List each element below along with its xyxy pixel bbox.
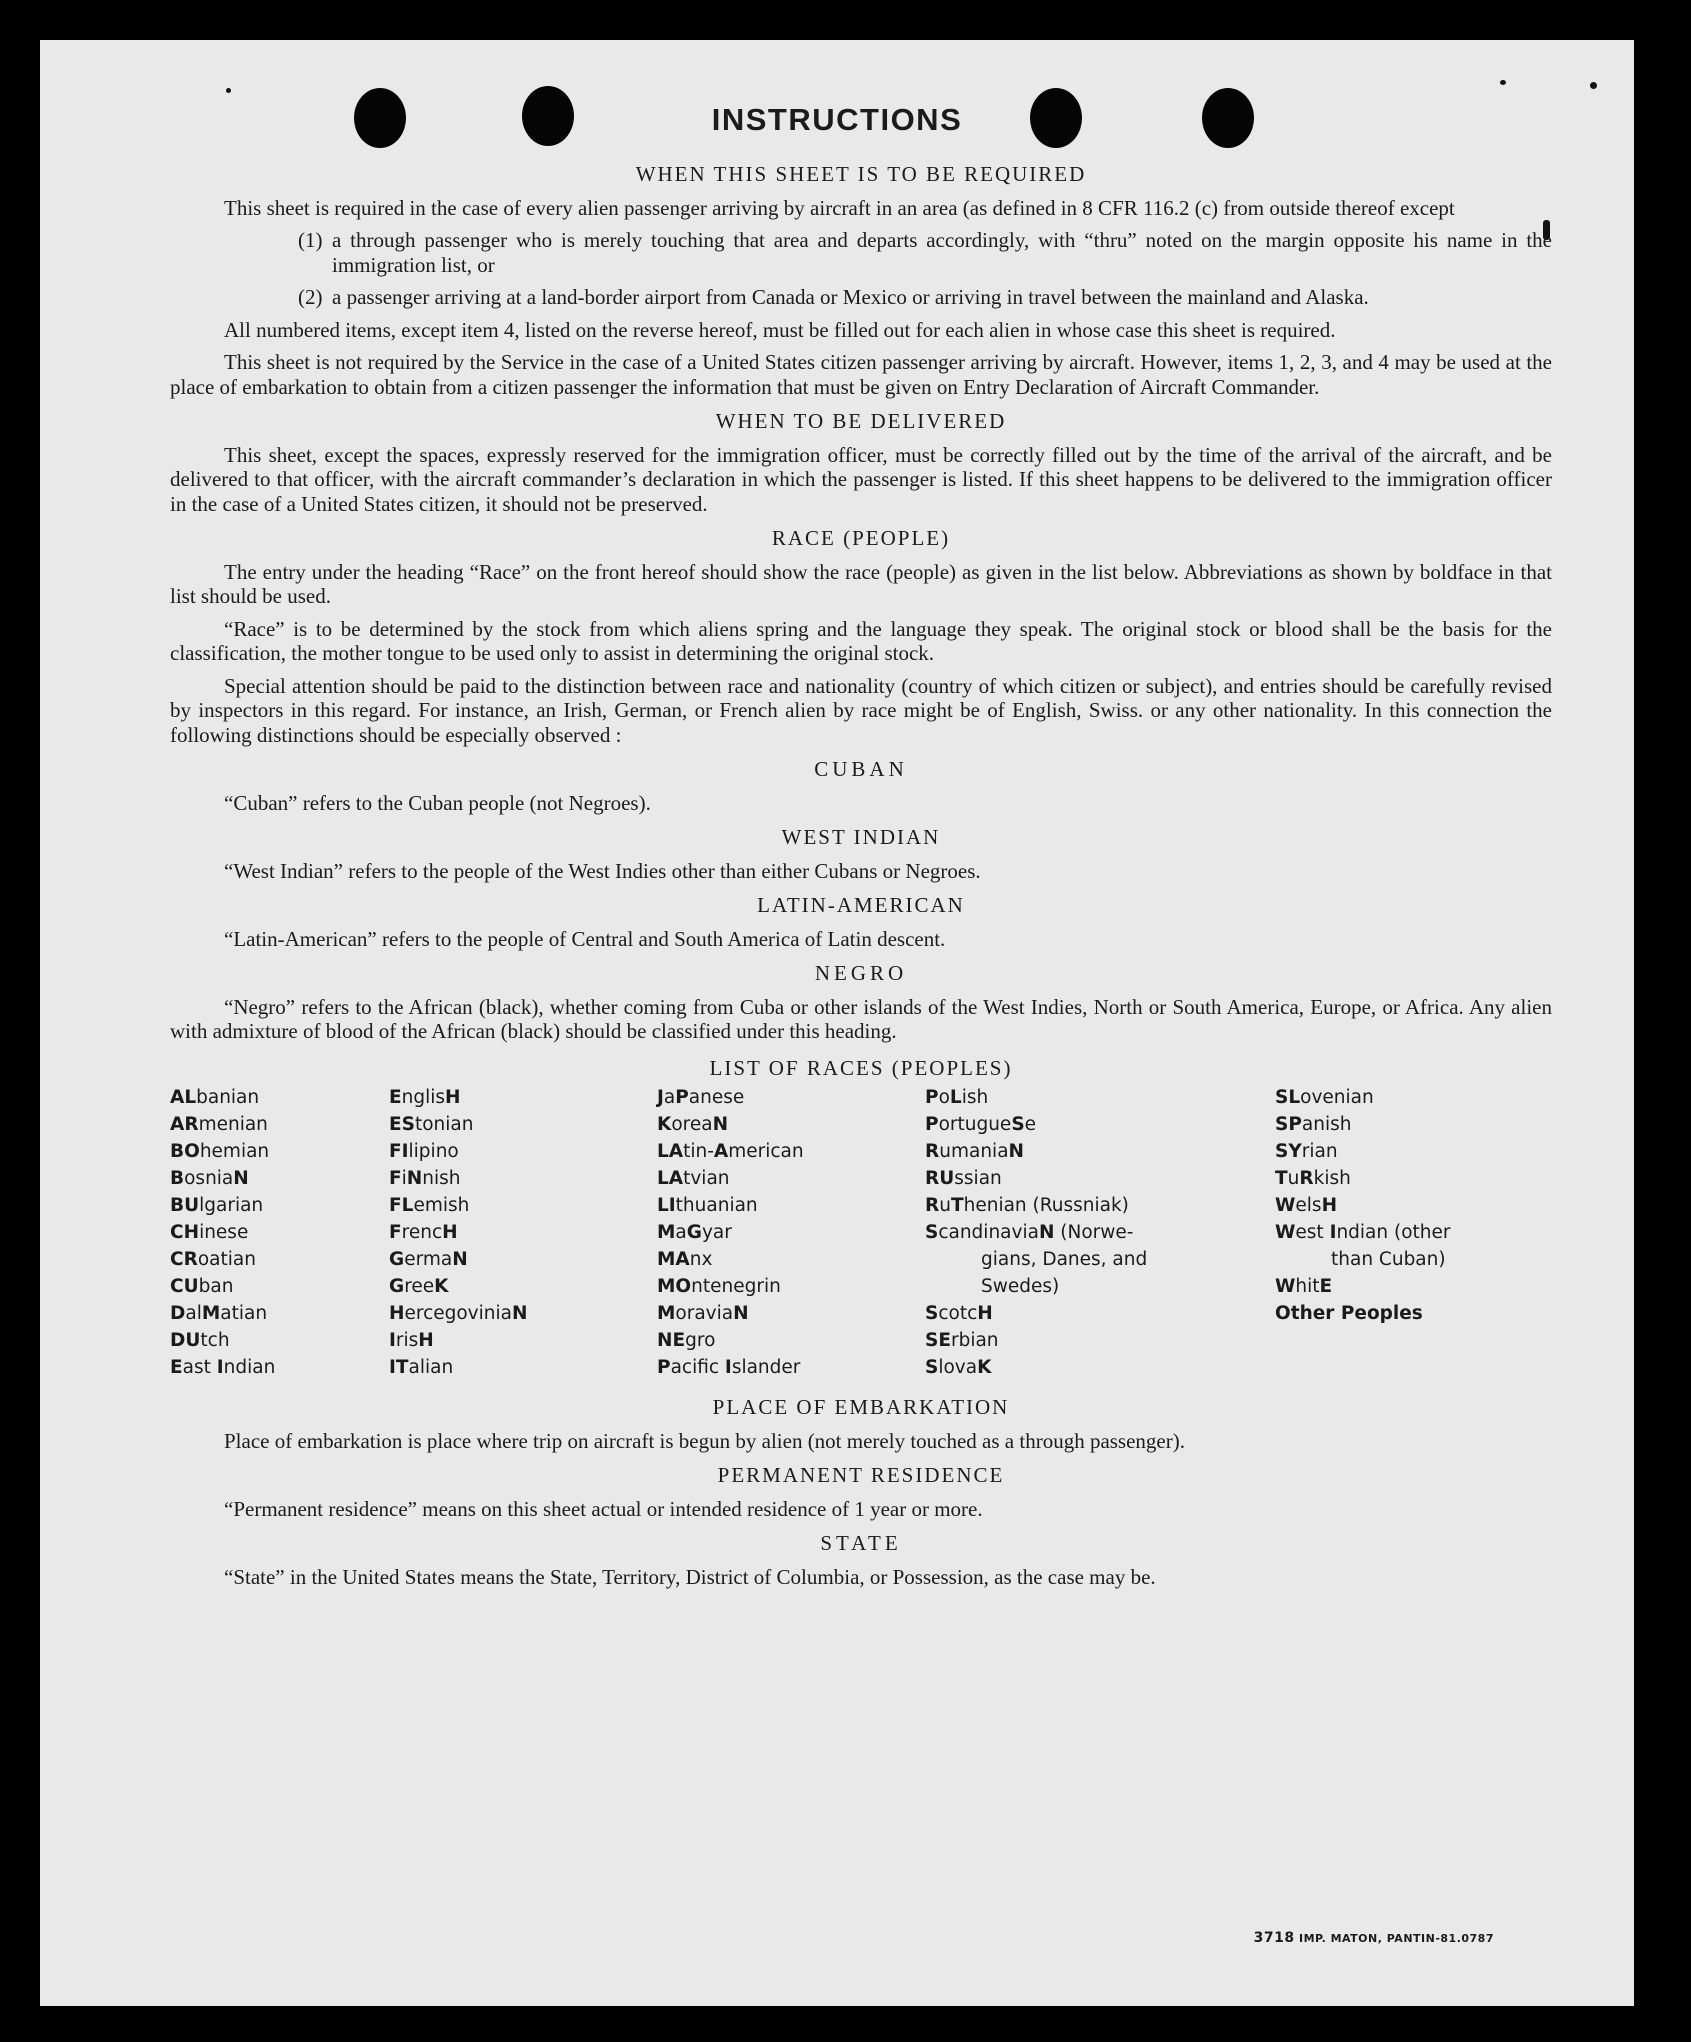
- race-entry: [657, 1273, 925, 1300]
- race-text: ntenegrin: [691, 1276, 781, 1297]
- ink-speck: [1590, 82, 1597, 89]
- section-heading-required: WHEN THIS SHEET IS TO BE REQUIRED: [635, 162, 1087, 186]
- race-column: [925, 1084, 1275, 1381]
- race-abbrev: P: [675, 1087, 689, 1108]
- race-paragraph-2: “Race” is to be determined by the stock from which aliens spring and the language they speak. The original stock or blood shall be the basis for the classification, the mother tongue to be used only to assist in determining the original stock.: [170, 616, 1552, 665]
- race-entry: [1275, 1111, 1552, 1138]
- race-entry: [170, 1327, 389, 1354]
- race-abbrev: E: [170, 1357, 183, 1378]
- page-title: INSTRUCTIONS: [711, 102, 963, 137]
- race-abbrev: S: [925, 1303, 939, 1324]
- race-text: orea: [671, 1114, 713, 1135]
- race-entry: [925, 1327, 1275, 1354]
- delivery-paragraph: This sheet, except the spaces, expressly reserved for the immigration officer, must be correctly filled out by the time of the arrival of the aircraft, and be delivered to that officer, with the aircraft commander’s declaration in which the passenger is listed. If this sheet happens to be delivered to the immigration officer in the case of a United States citizen, it should not be preserved.: [170, 442, 1552, 516]
- race-abbrev: H: [389, 1303, 405, 1324]
- heading-list-of-races: LIST OF RACES (PEOPLES): [709, 1055, 1013, 1080]
- race-entry: [1275, 1273, 1552, 1300]
- race-entry: [657, 1300, 925, 1327]
- race-abbrev: I: [1329, 1222, 1337, 1243]
- heading-west-indian: WEST INDIAN: [781, 825, 941, 849]
- race-entry: [389, 1084, 657, 1111]
- race-text: alian: [408, 1357, 454, 1378]
- race-abbrev: LI: [657, 1195, 676, 1216]
- race-text: gians, Danes, and: [981, 1249, 1148, 1270]
- race-text: oravia: [675, 1303, 734, 1324]
- west-indian-definition: “West Indian” refers to the people of the West Indies other than either Cubans or Negroes.: [224, 858, 981, 883]
- race-abbrev: G: [389, 1276, 405, 1297]
- race-abbrev: AL: [170, 1087, 197, 1108]
- race-text: acific: [670, 1357, 725, 1378]
- race-text: nish: [422, 1168, 461, 1189]
- exception-item-2: [298, 285, 1552, 310]
- race-abbrev: MO: [657, 1276, 692, 1297]
- race-entry: [389, 1138, 657, 1165]
- embarkation-definition: Place of embarkation is place where trip on aircraft is begun by alien (not merely touched as a through passenger).: [224, 1428, 1185, 1453]
- race-text: henian (Russniak): [963, 1195, 1129, 1216]
- race-abbrev: G: [389, 1249, 405, 1270]
- race-abbrev: H: [442, 1222, 458, 1243]
- race-abbrev: F: [389, 1222, 402, 1243]
- race-entry: [657, 1246, 925, 1273]
- heading-latin-american: LATIN-AMERICAN: [757, 893, 965, 917]
- race-text: tvian: [683, 1168, 730, 1189]
- race-entry: [170, 1192, 389, 1219]
- race-text: ban: [198, 1276, 234, 1297]
- race-abbrev: I: [724, 1357, 732, 1378]
- race-abbrev: R: [1299, 1168, 1314, 1189]
- race-text: hit: [1295, 1276, 1320, 1297]
- race-text: u: [1287, 1168, 1300, 1189]
- race-text: umania: [939, 1141, 1009, 1162]
- race-text: nglis: [401, 1087, 446, 1108]
- race-entry: [925, 1246, 1275, 1273]
- exception-item-1: [298, 228, 1552, 277]
- race-entry: [1275, 1300, 1552, 1327]
- race-text: ish: [961, 1087, 989, 1108]
- race-entry: [657, 1165, 925, 1192]
- race-abbrev: W: [1275, 1222, 1296, 1243]
- race-entry: [389, 1273, 657, 1300]
- race-text: atian: [220, 1303, 268, 1324]
- race-entry: [170, 1111, 389, 1138]
- race-text: al: [185, 1303, 202, 1324]
- item-text: a through passenger who is merely touching that area and departs accordingly, with “thru” noted on the margin opposite his name in the immigration list, or: [332, 228, 1552, 277]
- race-abbrev: H: [445, 1087, 461, 1108]
- race-entry: [170, 1219, 389, 1246]
- race-abbrev: P: [925, 1114, 939, 1135]
- race-text: lgarian: [199, 1195, 264, 1216]
- race-abbrev: J: [657, 1087, 664, 1108]
- printer-footer: [1254, 1930, 1494, 1946]
- race-abbrev: T: [950, 1195, 964, 1216]
- race-abbrev: H: [418, 1330, 434, 1351]
- race-entry: [170, 1138, 389, 1165]
- item-number: (1): [298, 228, 323, 252]
- race-entry: [925, 1084, 1275, 1111]
- cuban-definition: “Cuban” refers to the Cuban people (not Negroes).: [224, 790, 651, 815]
- item-number: (2): [298, 285, 323, 309]
- document-sheet: [40, 40, 1634, 2006]
- race-text: e: [1024, 1114, 1037, 1135]
- race-entry: [1275, 1084, 1552, 1111]
- race-abbrev: BU: [170, 1195, 200, 1216]
- race-abbrev: H: [1321, 1195, 1338, 1216]
- race-entry: [657, 1111, 925, 1138]
- race-paragraph-3: Special attention should be paid to the distinction between race and nationality (country of which citizen or subject), and entries should be carefully revised by inspectors in this regard. For instance, an Irish, German, or French alien by race might be of English, Swiss. or any other nationality. In this connection the following distinctions should be especially observed :: [170, 673, 1552, 747]
- race-text: anese: [688, 1087, 745, 1108]
- race-abbrev: L: [949, 1087, 962, 1108]
- race-abbrev: IT: [389, 1357, 409, 1378]
- race-entry: [657, 1219, 925, 1246]
- race-column: [389, 1084, 657, 1381]
- race-text: ndian: [223, 1357, 276, 1378]
- race-text: ree: [404, 1276, 435, 1297]
- race-text: gro: [685, 1330, 716, 1351]
- item-text: a passenger arriving at a land-border airport from Canada or Mexico or arriving in travel between the mainland and Alaska.: [332, 285, 1369, 309]
- race-text: candinavia: [938, 1222, 1039, 1243]
- ink-speck: [226, 88, 231, 93]
- race-text: ercegovinia: [404, 1303, 512, 1324]
- race-abbrev: CU: [170, 1276, 199, 1297]
- race-text: oatian: [197, 1249, 256, 1270]
- printer-imprint: IMP. MATON, PANTIN-81.0787: [1298, 1932, 1494, 1945]
- race-abbrev: SL: [1275, 1087, 1301, 1108]
- race-text: erma: [404, 1249, 453, 1270]
- race-entry: [925, 1354, 1275, 1381]
- race-entry: [657, 1192, 925, 1219]
- race-text: u: [939, 1195, 951, 1216]
- race-text: slander: [731, 1357, 801, 1378]
- race-abbrev: R: [925, 1195, 940, 1216]
- race-text: a: [675, 1222, 687, 1243]
- race-text: ris: [395, 1330, 419, 1351]
- race-abbrev: T: [1275, 1168, 1288, 1189]
- race-entry: [389, 1354, 657, 1381]
- race-list: [170, 1084, 1552, 1381]
- race-abbrev: N: [1038, 1222, 1055, 1243]
- race-column: [170, 1084, 389, 1381]
- race-entry: [389, 1111, 657, 1138]
- race-entry: [657, 1354, 925, 1381]
- race-entry: [389, 1219, 657, 1246]
- race-text: tonian: [414, 1114, 474, 1135]
- instructions-body: [170, 152, 1552, 1597]
- race-entry: [170, 1273, 389, 1300]
- race-abbrev: SE: [925, 1330, 951, 1351]
- race-entry: [170, 1165, 389, 1192]
- race-entry: [170, 1246, 389, 1273]
- race-abbrev: MA: [657, 1249, 690, 1270]
- race-abbrev: P: [925, 1087, 939, 1108]
- race-paragraph-1: The entry under the heading “Race” on the front hereof should show the race (people) as given in the list below. Abbreviations as shown by boldface in that list should be used.: [170, 559, 1552, 608]
- race-abbrev: RU: [925, 1168, 955, 1189]
- race-abbrev: CH: [170, 1222, 200, 1243]
- residence-definition: “Permanent residence” means on this sheet actual or intended residence of 1 year or more.: [224, 1496, 983, 1521]
- ink-speck: [1500, 80, 1506, 85]
- race-abbrev: N: [233, 1168, 249, 1189]
- race-text: tch: [200, 1330, 230, 1351]
- race-entry: [1275, 1246, 1552, 1273]
- race-entry: [389, 1246, 657, 1273]
- race-abbrev: G: [686, 1222, 702, 1243]
- race-text: nx: [689, 1249, 713, 1270]
- form-number: 3718: [1253, 1930, 1295, 1946]
- race-text: than Cuban): [1331, 1249, 1446, 1270]
- race-entry: [925, 1300, 1275, 1327]
- race-abbrev: M: [657, 1222, 676, 1243]
- race-text: i: [401, 1168, 407, 1189]
- race-abbrev: I: [389, 1330, 396, 1351]
- race-text: renc: [401, 1222, 443, 1243]
- race-text: inese: [199, 1222, 249, 1243]
- race-entry: [389, 1300, 657, 1327]
- race-abbrev: R: [925, 1141, 940, 1162]
- race-text: Swedes): [981, 1276, 1060, 1297]
- citizen-paragraph: This sheet is not required by the Service in the case of a United States citizen passenger arriving by aircraft. However, items 1, 2, 3, and 4 may be used at the place of embarkation to obtain from a citizen passenger the information that must be given on Entry Declaration of Aircraft Commander.: [170, 350, 1552, 399]
- race-entry: [925, 1273, 1275, 1300]
- required-intro: This sheet is required in the case of every alien passenger arriving by aircraft in an area (as defined in 8 CFR 116.2 (c) from outside thereof except: [224, 195, 1455, 220]
- race-entry: [925, 1219, 1275, 1246]
- race-abbrev: N: [733, 1303, 749, 1324]
- race-text: banian: [196, 1087, 260, 1108]
- race-text: lova: [938, 1357, 978, 1378]
- race-entry: [1275, 1165, 1552, 1192]
- race-abbrev: M: [657, 1303, 676, 1324]
- numbered-items-paragraph: All numbered items, except item 4, listed on the reverse hereof, must be filled out for each alien in whose case this sheet is required.: [224, 317, 1336, 342]
- race-abbrev: Other Peoples: [1275, 1303, 1423, 1324]
- race-text: rbian: [950, 1330, 999, 1351]
- race-abbrev: S: [1011, 1114, 1025, 1135]
- race-abbrev: W: [1275, 1276, 1296, 1297]
- race-abbrev: AR: [170, 1114, 199, 1135]
- race-abbrev: M: [201, 1303, 221, 1324]
- race-abbrev: K: [434, 1276, 449, 1297]
- race-text: anish: [1301, 1114, 1352, 1135]
- race-text: merican: [728, 1141, 804, 1162]
- race-entry: [657, 1084, 925, 1111]
- race-abbrev: F: [389, 1168, 402, 1189]
- race-entry: [389, 1192, 657, 1219]
- race-text: cotc: [938, 1303, 978, 1324]
- negro-definition: “Negro” refers to the African (black), whether coming from Cuba or other islands of the West Indies, North or South America, Europe, or Africa. Any alien with admixture of blood of the African (black) should be classified under this heading.: [170, 994, 1552, 1043]
- race-abbrev: W: [1275, 1195, 1296, 1216]
- race-text: ortugue: [938, 1114, 1012, 1135]
- race-abbrev: K: [657, 1114, 672, 1135]
- race-abbrev: A: [713, 1141, 729, 1162]
- race-text: els: [1295, 1195, 1322, 1216]
- race-entry: [925, 1138, 1275, 1165]
- race-abbrev: N: [511, 1303, 528, 1324]
- race-entry: [657, 1138, 925, 1165]
- race-text: (Norwe-: [1054, 1222, 1134, 1243]
- race-abbrev: N: [1008, 1141, 1025, 1162]
- race-text: est: [1295, 1222, 1330, 1243]
- race-text: hemian: [199, 1141, 270, 1162]
- section-heading-race: RACE (PEOPLE): [771, 526, 951, 550]
- race-abbrev: LA: [657, 1168, 684, 1189]
- race-column: [1275, 1084, 1552, 1381]
- heading-embarkation: PLACE OF EMBARKATION: [712, 1395, 1010, 1419]
- latin-american-definition: “Latin-American” refers to the people of Central and South America of Latin descent.: [224, 926, 946, 951]
- race-entry: [389, 1165, 657, 1192]
- race-abbrev: E: [1319, 1276, 1333, 1297]
- race-abbrev: N: [452, 1249, 468, 1270]
- race-abbrev: SY: [1275, 1141, 1302, 1162]
- race-text: ssian: [954, 1168, 1002, 1189]
- race-entry: [1275, 1219, 1552, 1246]
- race-text: a: [663, 1087, 676, 1108]
- race-abbrev: E: [389, 1087, 402, 1108]
- race-abbrev: FL: [389, 1195, 414, 1216]
- heading-state: STATE: [820, 1531, 902, 1555]
- race-abbrev: I: [216, 1357, 224, 1378]
- race-text: ast: [182, 1357, 217, 1378]
- race-abbrev: N: [406, 1168, 423, 1189]
- race-text: thuanian: [675, 1195, 758, 1216]
- section-heading-delivered: WHEN TO BE DELIVERED: [715, 409, 1007, 433]
- race-text: ndian (other: [1336, 1222, 1451, 1243]
- heading-negro: NEGRO: [814, 961, 908, 985]
- race-text: yar: [701, 1222, 732, 1243]
- race-text: rian: [1301, 1141, 1338, 1162]
- race-text: tin-: [683, 1141, 714, 1162]
- race-abbrev: BO: [170, 1141, 200, 1162]
- race-entry: [389, 1327, 657, 1354]
- race-entry: [657, 1327, 925, 1354]
- race-abbrev: H: [977, 1303, 993, 1324]
- race-abbrev: B: [170, 1168, 185, 1189]
- heading-permanent-residence: PERMANENT RESIDENCE: [717, 1463, 1005, 1487]
- race-text: osnia: [184, 1168, 234, 1189]
- race-entry: [1275, 1192, 1552, 1219]
- race-abbrev: S: [925, 1357, 939, 1378]
- race-abbrev: K: [977, 1357, 992, 1378]
- race-abbrev: LA: [657, 1141, 684, 1162]
- race-column: [657, 1084, 925, 1381]
- race-entry: [925, 1165, 1275, 1192]
- race-abbrev: NE: [657, 1330, 686, 1351]
- race-entry: [170, 1300, 389, 1327]
- race-entry: [1275, 1138, 1552, 1165]
- race-abbrev: S: [925, 1222, 939, 1243]
- race-entry: [925, 1192, 1275, 1219]
- race-text: o: [938, 1087, 950, 1108]
- heading-cuban: CUBAN: [814, 757, 908, 781]
- race-text: ovenian: [1300, 1087, 1374, 1108]
- race-text: menian: [198, 1114, 268, 1135]
- race-abbrev: FI: [389, 1141, 409, 1162]
- race-abbrev: N: [712, 1114, 729, 1135]
- race-abbrev: ES: [389, 1114, 415, 1135]
- race-abbrev: DU: [170, 1330, 201, 1351]
- race-abbrev: P: [657, 1357, 671, 1378]
- race-text: lipino: [408, 1141, 459, 1162]
- race-text: emish: [413, 1195, 470, 1216]
- race-entry: [170, 1354, 389, 1381]
- state-definition: “State” in the United States means the State, Territory, District of Columbia, or Possession, as the case may be.: [224, 1564, 1156, 1589]
- race-entry: [170, 1084, 389, 1111]
- race-abbrev: SP: [1275, 1114, 1302, 1135]
- race-text: kish: [1313, 1168, 1351, 1189]
- race-entry: [925, 1111, 1275, 1138]
- race-abbrev: D: [170, 1303, 186, 1324]
- race-abbrev: CR: [170, 1249, 198, 1270]
